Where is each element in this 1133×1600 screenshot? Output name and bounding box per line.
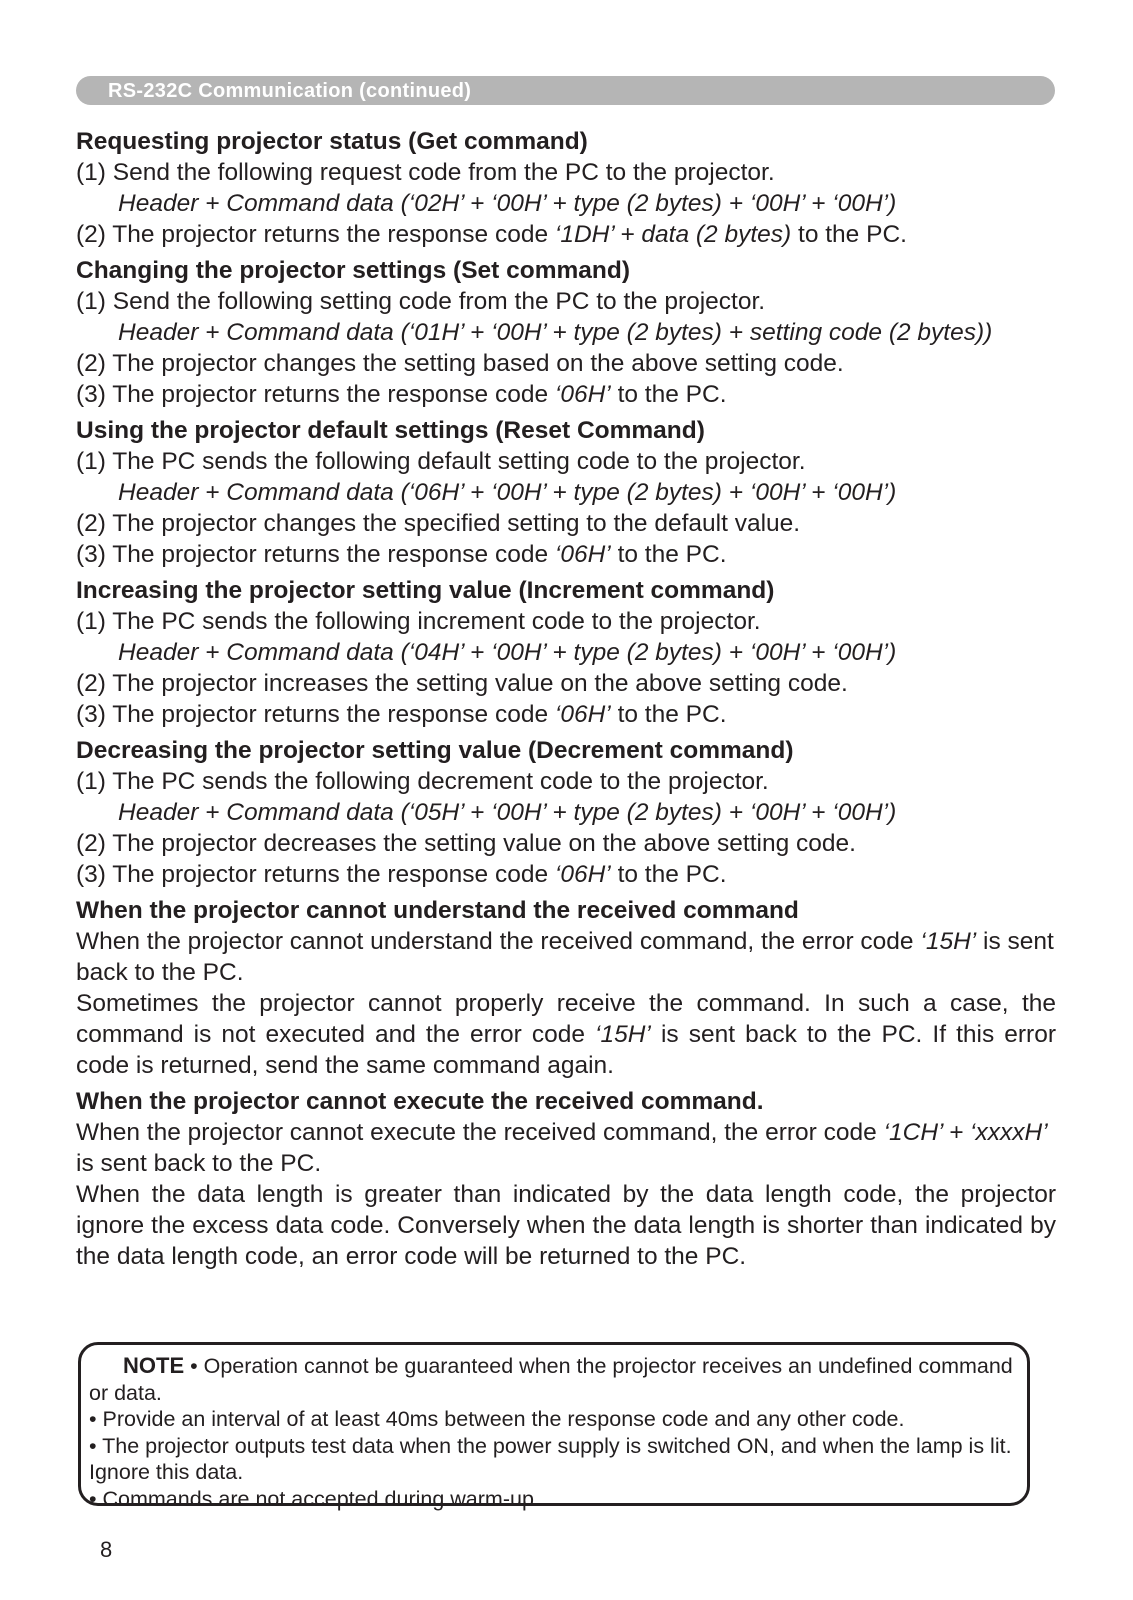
increment-step-3-text: (3) The projector returns the response code [76, 701, 555, 728]
set-step-3 [76, 379, 1056, 410]
increment-step-1: (1) The PC sends the following increment code to the projector. [76, 608, 761, 635]
set-step-3-text: (3) The projector returns the response code [76, 381, 555, 408]
heading-cannot-execute: When the projector cannot execute the received command. [76, 1088, 764, 1115]
reset-step-1: (1) The PC sends the following default setting code to the projector. [76, 448, 806, 475]
cannot-execute-para-2: When the data length is greater than indicated by the data length code, the projector ignore the excess data code. Conversely when the data length is shorter than indicated by the data length code, an error code will be returned to the PC. [76, 1181, 1056, 1270]
cannot-understand-para-1 [76, 926, 1056, 988]
heading-reset-command: Using the projector default settings (Reset Command) [76, 417, 705, 444]
cannot-execute-para-1-text: When the projector cannot execute the received command, the error code [76, 1119, 884, 1146]
increment-request-code [76, 637, 1056, 668]
reset-step-2: (2) The projector changes the specified setting to the default value. [76, 510, 801, 537]
cannot-execute-para-1-end: is sent back to the PC. [76, 1150, 322, 1177]
cannot-understand-para-1-end: is sent back to the PC. [76, 928, 1054, 986]
cannot-understand-para-2-text: Sometimes the projector cannot properly receive the command. In such a case, the command is not executed and the error code [76, 990, 1056, 1048]
heading-set-command: Changing the projector settings (Set command) [76, 257, 631, 284]
error-code-15h-2: ‘15H’ [595, 1021, 651, 1048]
reset-request-code-text: Header + Command data (‘06H’ + ‘00H’ + type (2 bytes) + ‘00H’ + ‘00H’) [118, 479, 897, 506]
get-response-code: ‘1DH’ + data (2 bytes) [554, 221, 792, 248]
cannot-understand-para-2-end: is sent back to the PC. If this error code is returned, send the same command again. [76, 1021, 1056, 1079]
error-code-1ch: ‘1CH’ + ‘xxxxH’ [883, 1119, 1048, 1146]
increment-step-3-end: to the PC. [610, 701, 727, 728]
increment-response-code: ‘06H’ [554, 701, 611, 728]
decrement-step-3 [76, 859, 1056, 890]
set-step-2: (2) The projector changes the setting based on the above setting code. [76, 350, 844, 377]
set-response-code: ‘06H’ [554, 381, 611, 408]
decrement-step-3-end: to the PC. [610, 861, 727, 888]
set-request-code-text: Header + Command data (‘01H’ + ‘00H’ + type (2 bytes) + setting code (2 bytes)) [118, 319, 993, 346]
decrement-step-3-text: (3) The projector returns the response code [76, 861, 555, 888]
decrement-step-2: (2) The projector decreases the setting value on the above setting code. [76, 830, 856, 857]
set-step-1: (1) Send the following setting code from the PC to the projector. [76, 288, 766, 315]
reset-step-3 [76, 539, 1056, 570]
set-request-code [76, 317, 1056, 348]
get-step-2 [76, 219, 1056, 250]
note-first-text: • Operation cannot be guaranteed when the projector receives an undefined command or data. [89, 1354, 1013, 1405]
increment-step-3 [76, 699, 1056, 730]
cannot-understand-para-2 [76, 988, 1056, 1081]
cannot-execute-para-1 [76, 1117, 1056, 1179]
section-header-title: RS-232C Communication (continued) [108, 80, 472, 102]
get-request-code [76, 188, 1056, 219]
get-request-code-text: Header + Command data (‘02H’ + ‘00H’ + type (2 bytes) + ‘00H’ + ‘00H’) [118, 190, 897, 217]
note-bullet: • Provide an interval of at least 40ms between the response code and any other code. [89, 1407, 905, 1431]
note-box [78, 1342, 1030, 1511]
heading-get-command: Requesting projector status (Get command) [76, 128, 588, 155]
reset-step-3-end: to the PC. [610, 541, 727, 568]
reset-step-3-text: (3) The projector returns the response code [76, 541, 555, 568]
cannot-understand-para-1-text: When the projector cannot understand the received command, the error code [76, 928, 921, 955]
note-first-line [89, 1353, 1015, 1406]
decrement-request-code [76, 797, 1056, 828]
get-step-2-text: (2) The projector returns the response code [76, 221, 555, 248]
increment-request-code-text: Header + Command data (‘04H’ + ‘00H’ + type (2 bytes) + ‘00H’ + ‘00H’) [118, 639, 897, 666]
reset-request-code [76, 477, 1056, 508]
page-number: 8 [100, 1537, 113, 1562]
increment-step-2: (2) The projector increases the setting value on the above setting code. [76, 670, 848, 697]
error-code-15h: ‘15H’ [920, 928, 977, 955]
note-bullet: • Commands are not accepted during warm-up. [89, 1486, 540, 1511]
note-label: NOTE [123, 1353, 185, 1378]
decrement-response-code: ‘06H’ [554, 861, 611, 888]
get-step-2-end: to the PC. [791, 221, 907, 248]
section-header-bar [76, 76, 1055, 105]
heading-cannot-understand: When the projector cannot understand the received command [76, 897, 799, 924]
decrement-step-1: (1) The PC sends the following decrement code to the projector. [76, 768, 769, 795]
heading-increment-command: Increasing the projector setting value (Increment command) [76, 577, 775, 604]
heading-decrement-command: Decreasing the projector setting value (Decrement command) [76, 737, 794, 764]
get-step-1: (1) Send the following request code from the PC to the projector. [76, 159, 775, 186]
decrement-request-code-text: Header + Command data (‘05H’ + ‘00H’ + type (2 bytes) + ‘00H’ + ‘00H’) [118, 799, 897, 826]
note-bullet: • The projector outputs test data when the power supply is switched ON, and when the lamp is lit. Ignore this data. [89, 1433, 1012, 1484]
page-content [76, 126, 1056, 1272]
set-step-3-end: to the PC. [610, 381, 727, 408]
reset-response-code: ‘06H’ [554, 541, 611, 568]
